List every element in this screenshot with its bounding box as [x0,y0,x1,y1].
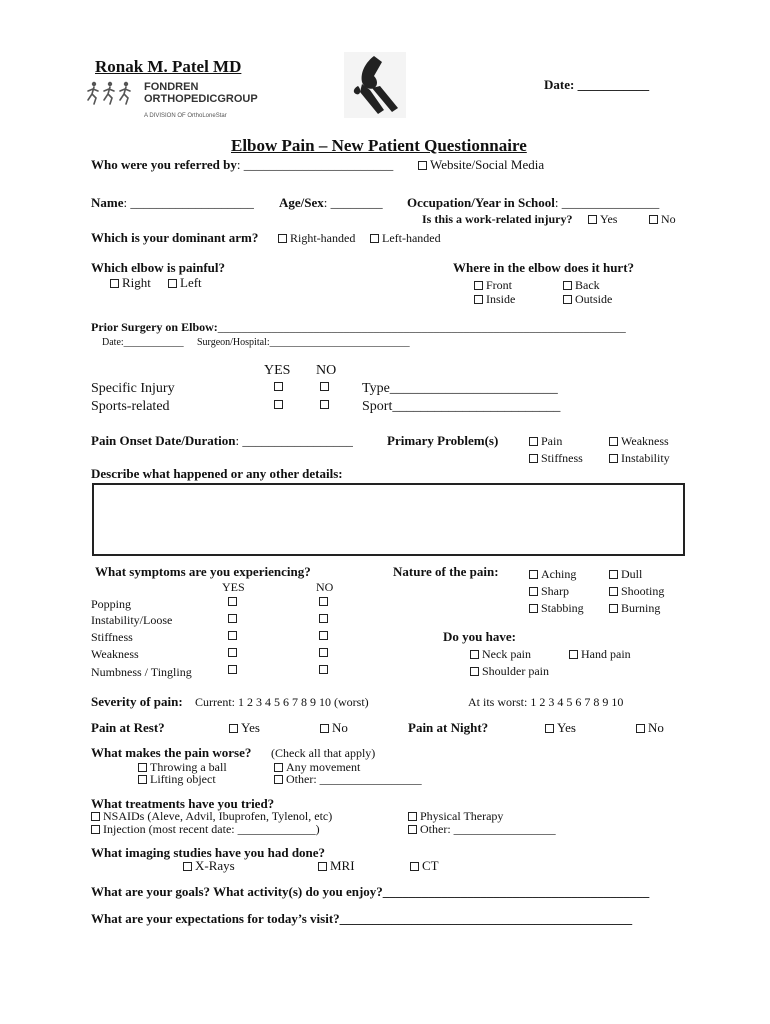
treatment-other-option[interactable]: Other: _________________ [408,823,556,835]
xrays-option[interactable]: X-Rays [183,859,235,872]
weakness-yes-checkbox[interactable] [228,648,237,657]
expectations-label: What are your expectations for today’s visit? [91,911,340,926]
checkbox[interactable] [609,604,618,613]
work-related-label: Is this a work-related injury? [422,212,573,226]
mri-option[interactable]: MRI [318,859,355,872]
occupation-row [407,196,659,209]
agesex-input[interactable]: : ________ [323,195,383,210]
checkbox[interactable] [418,161,427,170]
pain-rest-label: Pain at Rest? [91,720,165,735]
website-option[interactable]: Website/Social Media [418,158,544,171]
checkbox[interactable] [649,215,658,224]
specific-injury-no-checkbox[interactable] [320,382,329,391]
checkbox[interactable] [138,775,147,784]
primary-instability-option[interactable]: Instability [609,452,670,464]
symptoms-no-header: NO [316,580,334,594]
severity-current-scale[interactable]: Current: 1 2 3 4 5 6 7 8 9 10 (worst) [195,695,369,709]
checkbox[interactable] [474,281,483,290]
checkbox[interactable] [529,437,538,446]
nature-stabbing-option[interactable]: Stabbing [529,602,584,614]
where-hurt-label: Where in the elbow does it hurt? [453,260,635,275]
night-yes-option[interactable]: Yes [545,721,576,734]
lifting-option[interactable]: Lifting object [138,773,216,785]
symptom-popping-label: Popping [91,597,132,611]
right-handed-option[interactable]: Right-handed [278,232,355,244]
logo-line1: FONDREN [144,81,199,93]
logo-subtitle: A DIVISION OF OrthoLoneStar [144,113,227,119]
primary-problem-label: Primary Problem(s) [387,433,499,448]
surgery-date-input[interactable]: Date:____________ [102,337,184,348]
worse-label: What makes the pain worse? [91,745,252,760]
symptoms-label: What symptoms are you experiencing? [95,564,311,579]
checkbox[interactable] [370,234,379,243]
hand-pain-option[interactable]: Hand pain [569,648,631,660]
yes-column-header: YES [264,363,291,378]
referred-row [91,158,393,171]
checkbox[interactable] [529,570,538,579]
no-column-header: NO [316,363,337,378]
which-elbow-label: Which elbow is painful? [91,260,226,275]
nature-label: Nature of the pain: [393,564,499,579]
neck-pain-option[interactable]: Neck pain [470,648,531,660]
symptom-stiffness-label: Stiffness [91,630,133,644]
stiffness-yes-checkbox[interactable] [228,631,237,640]
name-label: Name [91,195,124,210]
checkbox[interactable] [274,775,283,784]
severity-worst-scale[interactable]: At its worst: 1 2 3 4 5 6 7 8 9 10 [468,695,624,709]
date-field[interactable]: Date: ___________ [544,77,650,92]
form-title: Elbow Pain – New Patient Questionnaire [231,136,527,155]
ct-option[interactable]: CT [410,859,439,872]
checkbox[interactable] [410,862,419,871]
where-inside-option[interactable]: Inside [474,293,515,305]
throwing-option[interactable]: Throwing a ball [138,761,227,773]
weakness-no-checkbox[interactable] [319,648,328,657]
elbow-joint-image [344,52,406,118]
nature-burning-option[interactable]: Burning [609,602,660,614]
logo-line2: ORTHOPEDICGROUP [144,93,258,105]
where-back-option[interactable]: Back [563,279,600,291]
onset-input[interactable]: : _________________ [235,433,353,448]
numbness-yes-checkbox[interactable] [228,665,237,674]
checkbox[interactable] [545,724,554,733]
checkbox[interactable] [183,862,192,871]
left-handed-option[interactable]: Left-handed [370,232,441,244]
elbow-right-option[interactable]: Right [110,276,151,289]
type-input[interactable]: Type________________________ [362,381,558,396]
checkbox[interactable] [563,281,572,290]
imaging-label: What imaging studies have you had done? [91,845,326,860]
popping-no-checkbox[interactable] [319,597,328,606]
work-related-yes[interactable]: Yes [588,213,617,225]
onset-label: Pain Onset Date/Duration [91,433,236,448]
expectations-row [91,912,632,925]
elbow-icon [344,52,406,118]
night-no-option[interactable]: No [636,721,664,734]
symptom-numbness-label: Numbness / Tingling [91,665,192,679]
referred-input[interactable]: : _______________________ [236,157,394,172]
any-movement-option[interactable]: Any movement [274,761,360,773]
symptom-weakness-label: Weakness [91,647,139,661]
prior-surgery-label: Prior Surgery on Elbow: [91,320,218,334]
checkbox[interactable] [274,763,283,772]
occupation-label: Occupation/Year in School [407,195,555,210]
checkbox[interactable] [470,667,479,676]
checkbox[interactable] [91,812,100,821]
checkbox[interactable] [470,650,479,659]
describe-textarea[interactable] [92,483,685,556]
agesex-row [279,196,383,209]
checkbox[interactable] [408,812,417,821]
pain-night-label: Pain at Night? [408,720,489,735]
surgeon-hospital-input[interactable]: Surgeon/Hospital:____________________________ [197,337,410,348]
rest-no-option[interactable]: No [320,721,348,734]
checkbox[interactable] [588,215,597,224]
instability-yes-checkbox[interactable] [228,614,237,623]
injection-option[interactable]: Injection (most recent date: _____________) [91,823,320,835]
dominant-arm-label: Which is your dominant arm? [91,230,259,245]
popping-yes-checkbox[interactable] [228,597,237,606]
treatments-label: What treatments have you tried? [91,796,275,811]
checkbox[interactable] [529,587,538,596]
describe-label: Describe what happened or any other details: [91,466,343,481]
numbness-no-checkbox[interactable] [319,665,328,674]
goals-label: What are your goals? What activity(s) do you enjoy? [91,884,383,899]
checkbox[interactable] [320,724,329,733]
instability-no-checkbox[interactable] [319,614,328,623]
worse-other-option[interactable]: Other: _________________ [274,773,422,785]
severity-label: Severity of pain: [91,694,183,709]
checkbox[interactable] [318,862,327,871]
checkbox[interactable] [609,570,618,579]
specific-injury-label: Specific Injury [91,381,175,396]
name-input[interactable]: : ___________________ [123,195,254,210]
prior-surgery-input[interactable]: ____________________________________________________________________ [217,320,626,334]
checkbox[interactable] [529,604,538,613]
checkbox[interactable] [168,279,177,288]
primary-stiffness-option[interactable]: Stiffness [529,452,583,464]
checkbox[interactable] [110,279,119,288]
work-related-no[interactable]: No [649,213,676,225]
elbow-left-option[interactable]: Left [168,276,202,289]
checkbox[interactable] [609,437,618,446]
specific-injury-yes-checkbox[interactable] [274,382,283,391]
goals-input[interactable]: _________________________________________ [382,884,650,899]
checkbox[interactable] [609,587,618,596]
goals-row [91,885,649,898]
doctor-name: Ronak M. Patel MD [95,57,242,76]
checkbox[interactable] [229,724,238,733]
checkbox[interactable] [474,295,483,304]
onset-row [91,434,353,447]
worse-note: (Check all that apply) [271,746,376,760]
prior-surgery-row [91,321,626,333]
primary-weakness-option[interactable]: Weakness [609,435,669,447]
agesex-label: Age/Sex [279,195,324,210]
checkbox[interactable] [609,454,618,463]
occupation-input[interactable]: : _______________ [554,195,660,210]
checkbox[interactable] [569,650,578,659]
primary-pain-option[interactable]: Pain [529,435,562,447]
physical-therapy-option[interactable]: Physical Therapy [408,810,503,822]
checkbox[interactable] [408,825,417,834]
sports-related-yes-checkbox[interactable] [274,400,283,409]
checkbox[interactable] [278,234,287,243]
do-you-have-label: Do you have: [443,629,516,644]
shoulder-pain-option[interactable]: Shoulder pain [470,665,549,677]
checkbox[interactable] [529,454,538,463]
name-row [91,196,254,209]
stiffness-no-checkbox[interactable] [319,631,328,640]
rest-yes-option[interactable]: Yes [229,721,260,734]
nature-sharp-option[interactable]: Sharp [529,585,569,597]
nature-aching-option[interactable]: Aching [529,568,576,580]
sports-related-no-checkbox[interactable] [320,400,329,409]
symptom-instability-label: Instability/Loose [91,613,173,627]
where-front-option[interactable]: Front [474,279,512,291]
expectations-input[interactable]: _____________________________________________ [339,911,633,926]
checkbox[interactable] [91,825,100,834]
checkbox[interactable] [563,295,572,304]
where-outside-option[interactable]: Outside [563,293,612,305]
nsaids-option[interactable]: NSAIDs (Aleve, Advil, Ibuprofen, Tylenol, etc) [91,810,332,822]
nature-dull-option[interactable]: Dull [609,568,642,580]
symptoms-yes-header: YES [222,580,245,594]
checkbox[interactable] [636,724,645,733]
sports-related-label: Sports-related [91,399,170,414]
checkbox[interactable] [138,763,147,772]
referred-label: Who were you referred by [91,157,237,172]
sport-input[interactable]: Sport________________________ [362,399,561,414]
nature-shooting-option[interactable]: Shooting [609,585,664,597]
